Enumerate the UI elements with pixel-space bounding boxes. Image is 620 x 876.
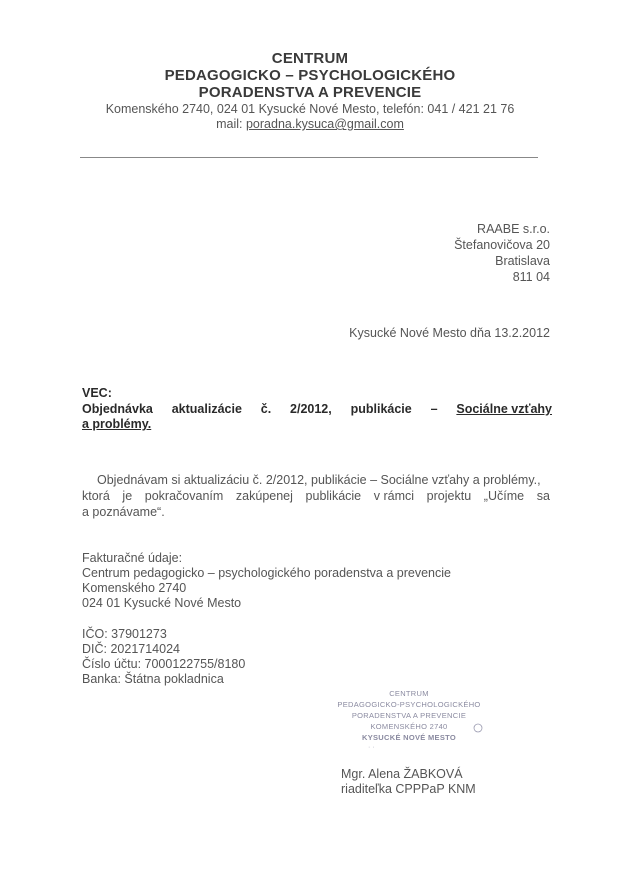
subject-word: č.	[260, 402, 272, 416]
recipient-address	[454, 221, 550, 285]
official-stamp	[330, 688, 488, 743]
subject-word: Objednávka	[82, 402, 153, 416]
signature-block	[341, 767, 476, 797]
recipient-city: Bratislava	[495, 254, 550, 268]
billing-city: 024 01 Kysucké Nové Mesto	[82, 596, 242, 610]
stamp-line3: PORADENSTVA A PREVENCIE	[351, 711, 467, 720]
mail-label: mail:	[216, 117, 246, 131]
billing-block	[82, 551, 451, 611]
ico-line: IČO: 37901273	[82, 627, 167, 641]
subject-word: 2/2012,	[290, 402, 332, 416]
subject-word: –	[430, 402, 438, 416]
org-name-line2: PEDAGOGICKO – PSYCHOLOGICKÉHO	[164, 67, 456, 84]
org-name-line1: CENTRUM	[271, 50, 349, 67]
dic-line: DIČ: 2021714024	[82, 642, 180, 656]
date-line: Kysucké Nové Mesto dňa 13.2.2012	[349, 326, 550, 340]
subject-title-part2: a problémy.	[82, 417, 152, 431]
signatory-role: riaditeľka CPPPaP KNM	[341, 782, 476, 796]
stamp-emblem-icon	[472, 722, 484, 734]
subject-label: VEC:	[82, 386, 112, 400]
body-word: sa	[536, 489, 550, 503]
recipient-zip: 811 04	[512, 270, 550, 284]
body-word: je	[122, 489, 133, 503]
org-address: Komenského 2740, 024 01 Kysucké Nové Mesto, telefón: 041 / 421 21 76	[105, 102, 515, 116]
org-name-line3: PORADENSTVA A PREVENCIE	[198, 84, 422, 101]
recipient-name: RAABE s.r.o.	[477, 222, 550, 236]
stamp-line4: KOMENSKÉHO 2740	[370, 722, 448, 731]
body-word: zakúpenej	[235, 489, 293, 503]
body-word: v rámci	[373, 489, 415, 503]
body-word: „Učíme	[483, 489, 525, 503]
letterhead	[0, 50, 620, 131]
stamp-line2: PEDAGOGICKO-PSYCHOLOGICKÉHO	[337, 700, 481, 709]
body-word: pokračovaním	[144, 489, 224, 503]
bank-line: Banka: Štátna pokladnica	[82, 672, 224, 686]
header-divider	[80, 157, 538, 158]
signatory-name: Mgr. Alena ŽABKOVÁ	[341, 767, 463, 781]
billing-street: Komenského 2740	[82, 581, 187, 595]
subject-line1	[82, 402, 552, 416]
body-line3: a poznávame“.	[82, 505, 165, 519]
company-ids	[82, 627, 245, 687]
billing-org: Centrum pedagogicko – psychologického poradenstva a prevencie	[82, 566, 451, 580]
body-line2	[82, 489, 550, 504]
billing-label: Fakturačné údaje:	[82, 551, 183, 565]
body-word: publikácie	[305, 489, 362, 503]
stamp-line5: KYSUCKÉ NOVÉ MESTO	[361, 733, 457, 742]
body-word: projektu	[426, 489, 472, 503]
body-word: ktorá	[82, 489, 110, 503]
body-line1: Objednávam si aktualizáciu č. 2/2012, publikácie – Sociálne vzťahy a problémy.,	[97, 473, 541, 487]
stamp-dots: · ·	[368, 744, 375, 751]
email-link[interactable]: poradna.kysuca@gmail.com	[245, 117, 404, 131]
account-line: Číslo účtu: 7000122755/8180	[82, 657, 246, 671]
recipient-street: Štefanovičova 20	[454, 238, 550, 252]
subject-word: publikácie	[350, 402, 412, 416]
subject-word: aktualizácie	[171, 402, 242, 416]
subject-title-part1: Sociálne vzťahy	[456, 402, 552, 416]
org-mail-line	[0, 117, 620, 131]
stamp-line1: CENTRUM	[389, 689, 429, 698]
